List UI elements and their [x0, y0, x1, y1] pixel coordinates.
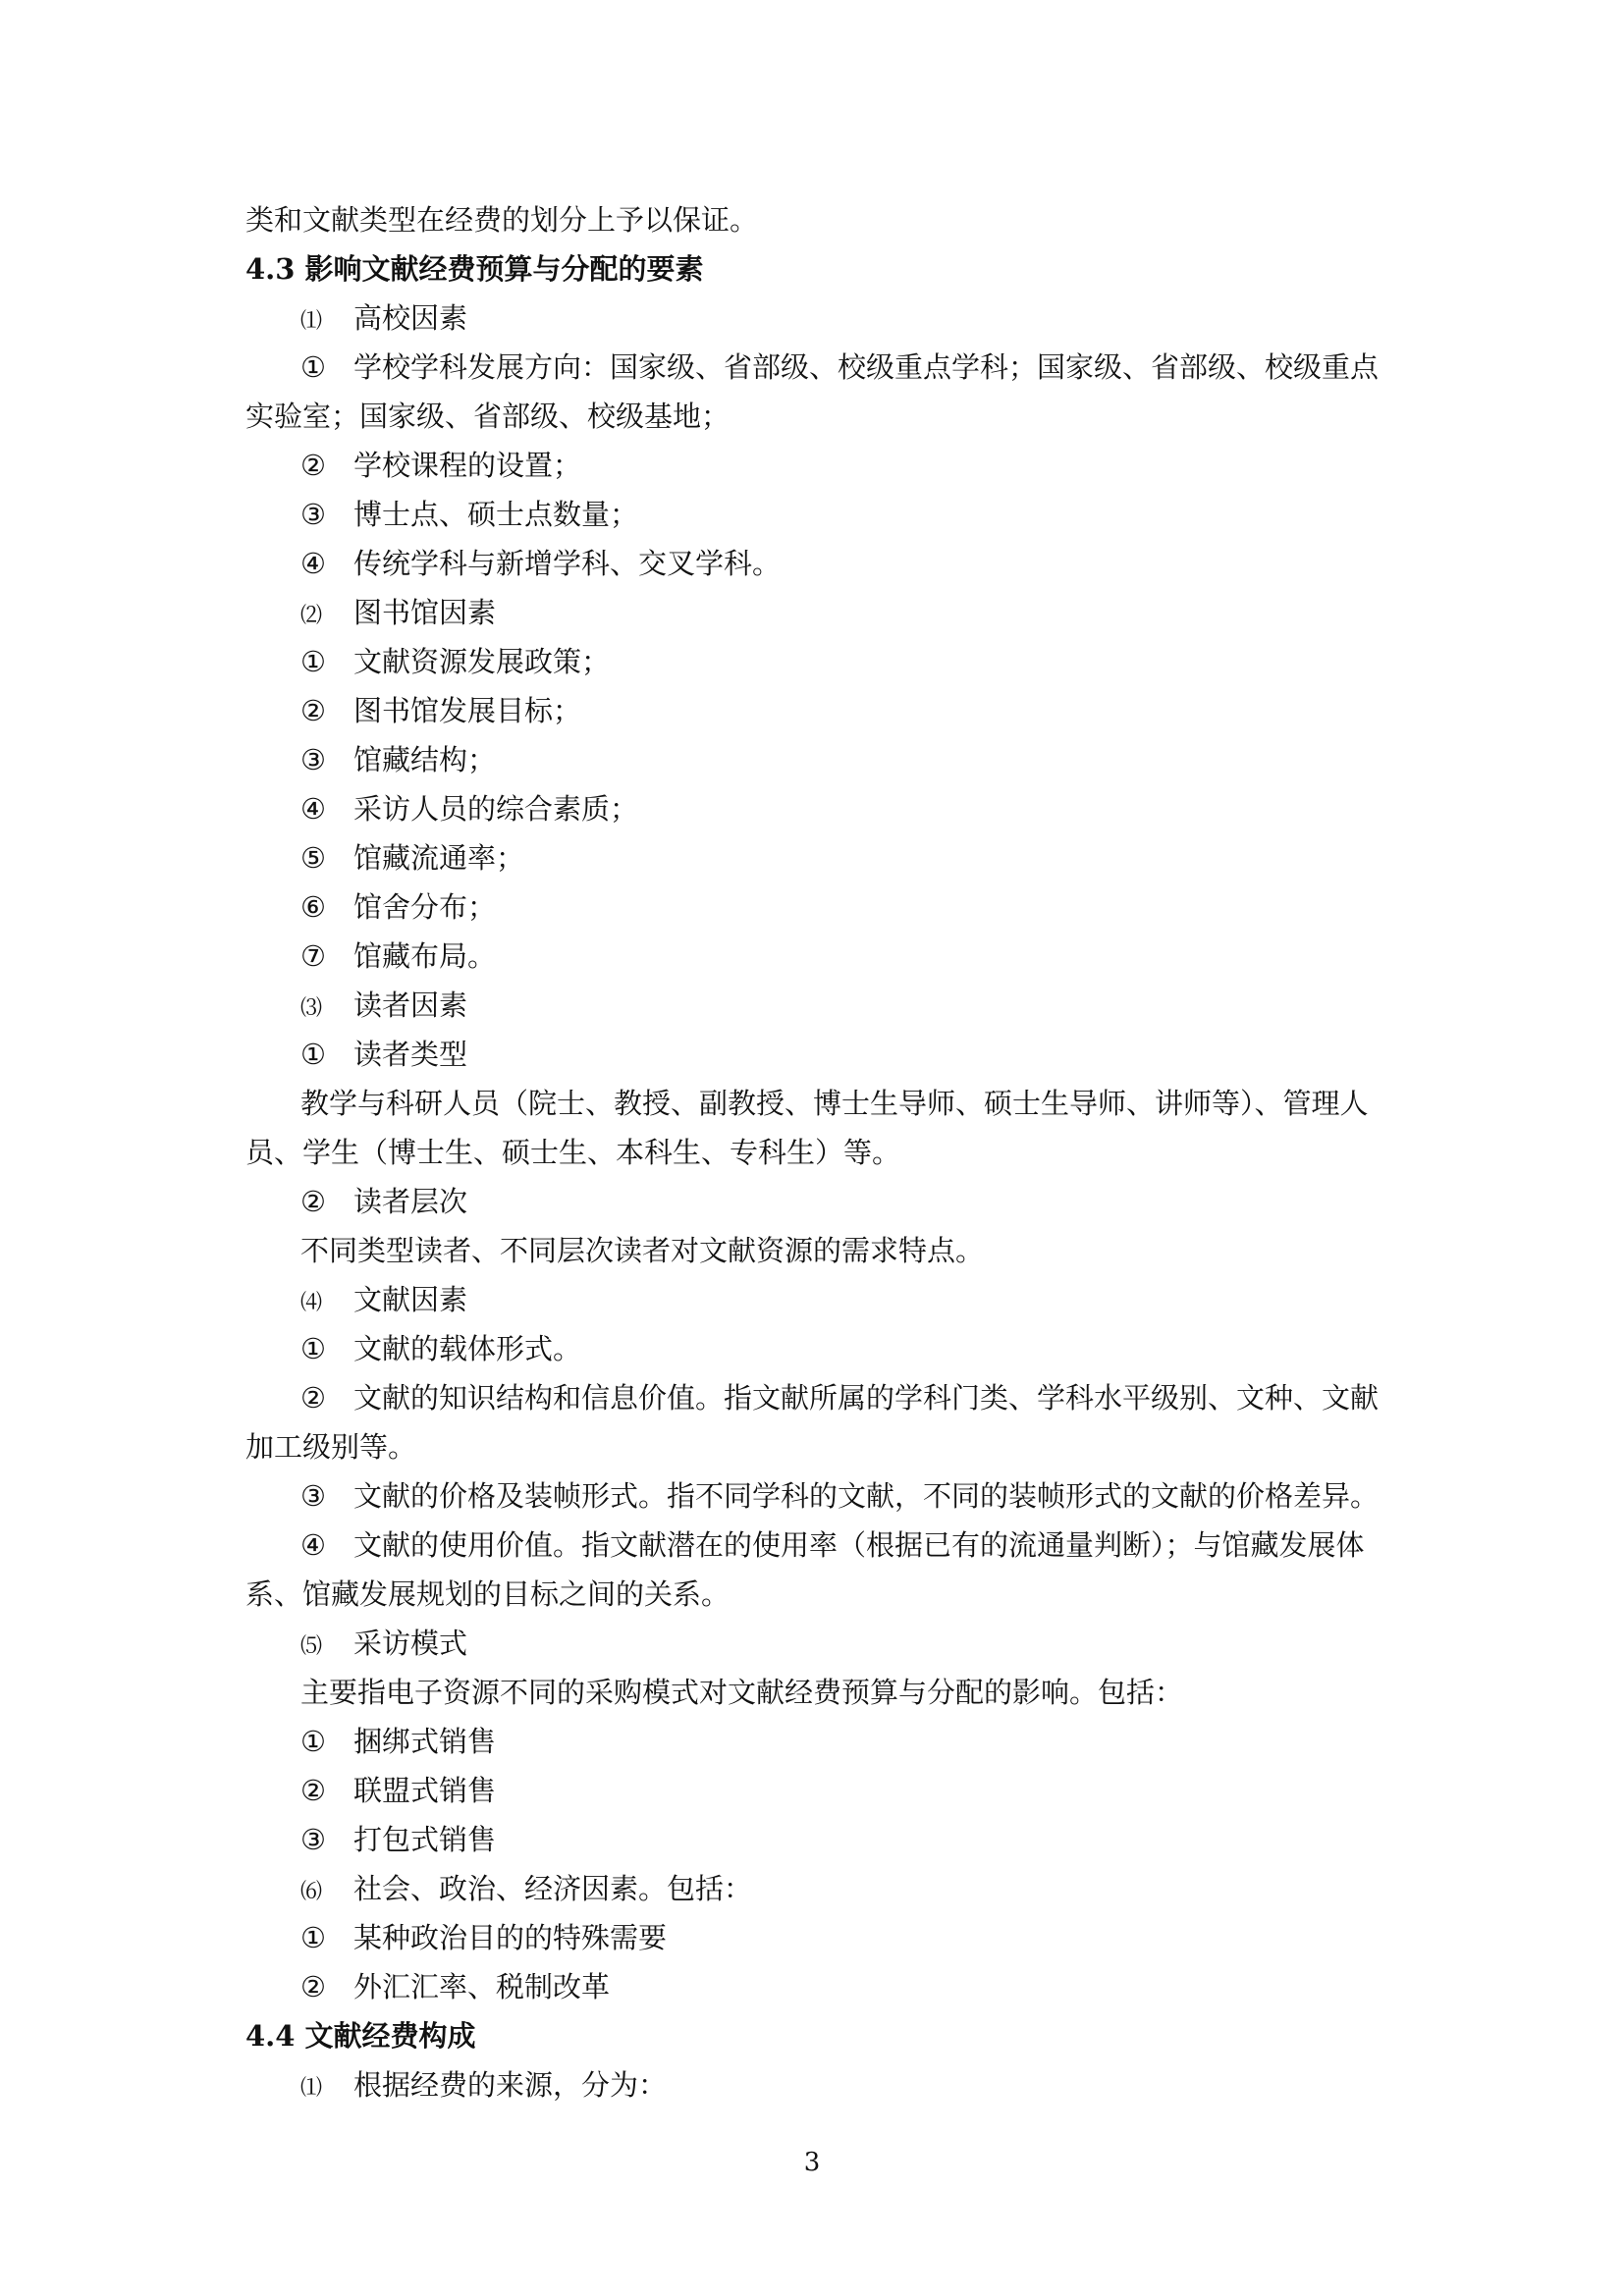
list-marker: ③	[300, 743, 326, 776]
list-marker: ②	[300, 1970, 326, 2003]
text-line	[245, 887, 1439, 927]
line-text: 捆绑式销售	[353, 1725, 497, 1758]
list-marker: ②	[300, 1774, 326, 1807]
line-text: 文献的载体形式。	[353, 1332, 582, 1365]
line-text: 读者层次	[353, 1185, 468, 1218]
text-line	[245, 1476, 1439, 1516]
text-line	[245, 740, 1439, 779]
list-marker: ②	[300, 694, 326, 727]
text-line	[245, 200, 1384, 240]
text-line	[245, 1231, 1439, 1270]
text-line	[245, 789, 1439, 828]
text-line	[245, 2065, 1439, 2105]
text-line	[245, 446, 1439, 485]
line-text: 学校学科发展方向：国家级、省部级、校级重点学科；国家级、省部级、校级重点	[353, 350, 1380, 384]
line-text: 不同类型读者、不同层次读者对文献资源的需求特点。	[300, 1234, 985, 1267]
line-text: 打包式销售	[353, 1823, 497, 1856]
list-marker: ④	[300, 792, 326, 826]
text-line	[245, 1967, 1439, 2006]
text-line	[245, 495, 1439, 534]
line-text: 联盟式销售	[353, 1774, 497, 1807]
line-text: 文献因素	[353, 1283, 468, 1316]
line-text: 某种政治目的的特殊需要	[353, 1921, 668, 1954]
list-marker: ①	[300, 1921, 326, 1954]
text-line	[245, 1329, 1439, 1368]
line-text: 高校因素	[353, 301, 468, 335]
list-marker: ①	[300, 1332, 326, 1365]
text-line	[245, 544, 1439, 583]
text-line	[245, 936, 1439, 976]
line-text: 馆藏布局。	[353, 939, 497, 973]
line-text: 图书馆因素	[353, 596, 497, 629]
list-marker: ③	[300, 1479, 326, 1513]
text-line	[245, 1525, 1439, 1565]
text-line	[245, 1084, 1439, 1123]
list-marker: ①	[300, 350, 326, 384]
text-line	[245, 1575, 1384, 1614]
list-marker: ⑴	[300, 309, 323, 334]
list-marker: ②	[300, 449, 326, 482]
text-line	[245, 593, 1439, 632]
line-text: 文献的使用价值。指文献潜在的使用率（根据已有的流通量判断）；与馆藏发展体	[353, 1528, 1365, 1562]
text-line	[245, 1820, 1439, 1859]
line-text: 传统学科与新增学科、交叉学科。	[353, 547, 782, 580]
list-marker: ⑤	[300, 841, 326, 875]
line-text: 4.3 影响文献经费预算与分配的要素	[245, 252, 704, 286]
list-marker: ①	[300, 645, 326, 678]
line-text: 外汇汇率、税制改革	[353, 1970, 611, 2003]
line-text: 读者类型	[353, 1038, 468, 1071]
line-text: 学校课程的设置；	[353, 449, 582, 482]
text-line	[245, 642, 1439, 681]
line-text: 馆藏结构；	[353, 743, 497, 776]
line-text: 采访模式	[353, 1627, 468, 1660]
line-text: 4.4 文献经费构成	[245, 2019, 476, 2053]
list-marker: ⑹	[300, 1880, 323, 1904]
text-line	[245, 298, 1439, 338]
line-text: 系、馆藏发展规划的目标之间的关系。	[245, 1577, 731, 1611]
text-line	[245, 691, 1439, 730]
list-marker: ④	[300, 1528, 326, 1562]
list-marker: ③	[300, 1823, 326, 1856]
line-text: 教学与科研人员（院士、教授、副教授、博士生导师、硕士生导师、讲师等）、管理人	[300, 1087, 1369, 1120]
text-line	[245, 1035, 1439, 1074]
text-line	[245, 1182, 1439, 1221]
text-line	[245, 838, 1439, 878]
list-marker: ②	[300, 1381, 326, 1415]
line-text: 博士点、硕士点数量；	[353, 498, 639, 531]
line-text: 文献资源发展政策；	[353, 645, 611, 678]
text-line	[245, 1918, 1439, 1957]
list-marker: ⑦	[300, 939, 326, 973]
list-marker: ⑸	[300, 1634, 323, 1659]
list-marker: ④	[300, 547, 326, 580]
text-line	[245, 1427, 1384, 1467]
text-line	[245, 1280, 1439, 1319]
list-marker: ⑴	[300, 2076, 323, 2101]
line-text: 采访人员的综合素质；	[353, 792, 639, 826]
line-text: 类和文献类型在经费的划分上予以保证。	[245, 203, 759, 237]
text-line	[245, 397, 1384, 436]
list-marker: ⑷	[300, 1291, 323, 1315]
line-text: 实验室；国家级、省部级、校级基地；	[245, 400, 731, 433]
text-line	[245, 986, 1439, 1025]
text-line	[245, 1673, 1439, 1712]
text-line	[245, 347, 1439, 387]
section-heading	[245, 2016, 1384, 2056]
line-text: 加工级别等。	[245, 1430, 417, 1464]
line-text: 主要指电子资源不同的采购模式对文献经费预算与分配的影响。包括：	[300, 1676, 1184, 1709]
list-marker: ⑶	[300, 996, 323, 1021]
section-heading	[245, 249, 1384, 289]
line-text: 根据经费的来源，分为：	[353, 2068, 668, 2102]
page-number: 3	[803, 2148, 821, 2177]
line-text: 员、学生（博士生、硕士生、本科生、专科生）等。	[245, 1136, 901, 1169]
list-marker: ⑥	[300, 890, 326, 924]
line-text: 社会、政治、经济因素。包括：	[353, 1872, 753, 1905]
list-marker: ⑵	[300, 604, 323, 628]
text-line	[245, 1771, 1439, 1810]
text-line	[245, 1133, 1384, 1172]
line-text: 读者因素	[353, 988, 468, 1022]
line-text: 图书馆发展目标；	[353, 694, 582, 727]
list-marker: ①	[300, 1725, 326, 1758]
line-text: 文献的知识结构和信息价值。指文献所属的学科门类、学科水平级别、文种、文献	[353, 1381, 1380, 1415]
list-marker: ①	[300, 1038, 326, 1071]
text-line	[245, 1869, 1439, 1908]
line-text: 文献的价格及装帧形式。指不同学科的文献，不同的装帧形式的文献的价格差异。	[353, 1479, 1380, 1513]
text-line	[245, 1722, 1439, 1761]
list-marker: ②	[300, 1185, 326, 1218]
line-text: 馆舍分布；	[353, 890, 497, 924]
list-marker: ③	[300, 498, 326, 531]
text-line	[245, 1624, 1439, 1663]
text-line	[245, 1378, 1439, 1417]
line-text: 馆藏流通率；	[353, 841, 525, 875]
